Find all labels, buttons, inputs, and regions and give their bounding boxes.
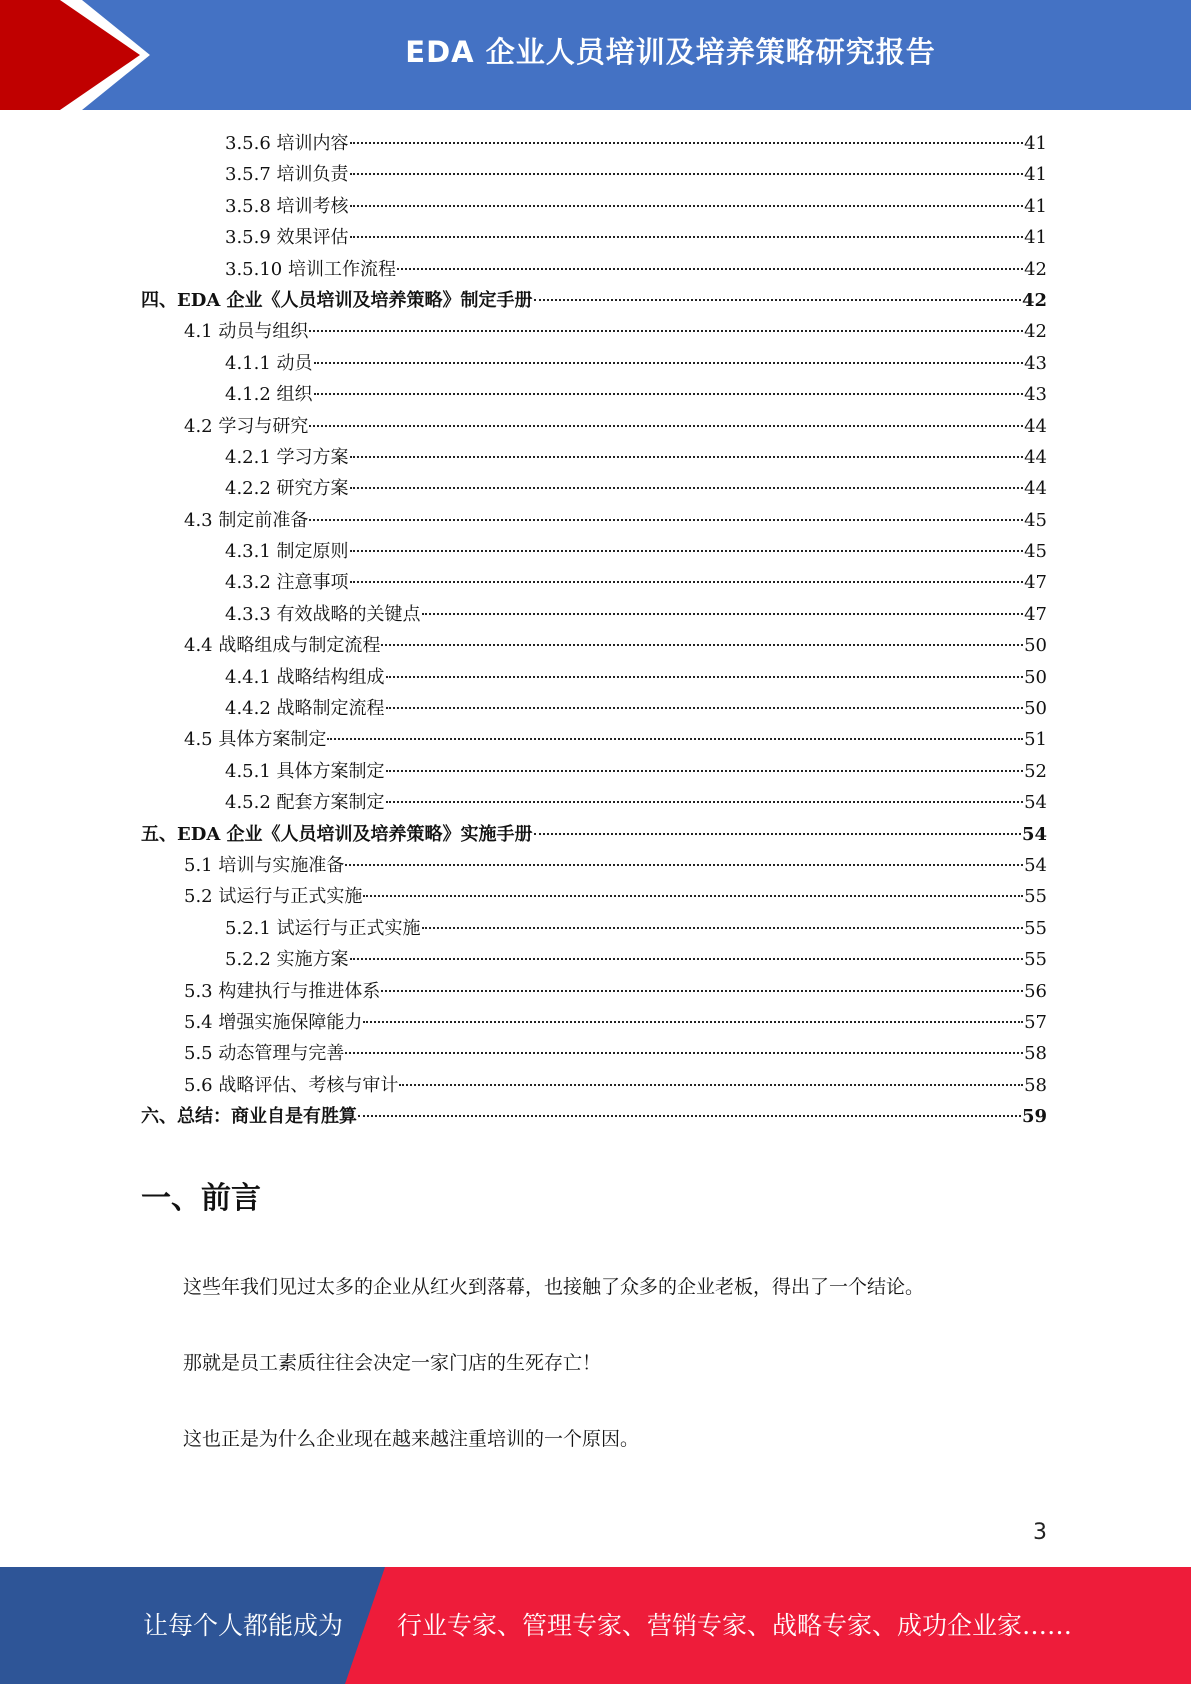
toc-entry-label: 4.3.3 有效战略的关键点 xyxy=(225,603,421,625)
toc-entry-label: 五、EDA 企业《人员培训及培养策略》实施手册 xyxy=(141,823,533,845)
toc-entry[interactable] xyxy=(141,567,1047,598)
toc-dot-leader xyxy=(345,863,1023,866)
toc-dot-leader xyxy=(386,675,1024,678)
toc-dot-leader xyxy=(363,1020,1023,1023)
toc-entry-page: 47 xyxy=(1024,603,1047,625)
toc-dot-leader xyxy=(363,894,1023,897)
toc-entry-page: 50 xyxy=(1024,666,1047,688)
toc-entry-page: 55 xyxy=(1024,886,1047,908)
toc-entry-label: 4.5 具体方案制定 xyxy=(184,729,327,751)
toc-entry[interactable] xyxy=(141,693,1047,724)
toc-entry-label: 4.3.1 制定原则 xyxy=(225,541,349,563)
toc-entry-label: 六、总结：商业自是有胜算 xyxy=(141,1106,357,1128)
toc-entry[interactable] xyxy=(141,599,1047,630)
toc-entry-label: 4.4.2 战略制定流程 xyxy=(225,698,385,720)
toc-entry-page: 50 xyxy=(1024,698,1047,720)
toc-entry-label: 4.1 动员与组织 xyxy=(184,321,309,343)
toc-dot-leader xyxy=(381,989,1023,992)
toc-entry-page: 41 xyxy=(1024,133,1047,154)
toc-dot-leader xyxy=(422,612,1024,615)
toc-entry-page: 55 xyxy=(1024,949,1047,971)
toc-entry[interactable] xyxy=(141,379,1047,410)
toc-dot-leader xyxy=(309,424,1023,427)
toc-entry-page: 54 xyxy=(1021,823,1047,845)
paragraph-2: 那就是员工素质往往会决定一家门店的生死存亡！ xyxy=(183,1352,602,1374)
toc-entry-page: 41 xyxy=(1024,227,1047,249)
toc-entry[interactable] xyxy=(141,254,1047,285)
toc-entry-page: 45 xyxy=(1024,541,1047,563)
toc-entry-label: 4.3 制定前准备 xyxy=(184,509,309,531)
toc-entry[interactable] xyxy=(141,1101,1047,1132)
toc-entry[interactable] xyxy=(141,1038,1047,1069)
toc-dot-leader xyxy=(534,832,1021,835)
toc-entry-label: 4.2 学习与研究 xyxy=(184,415,309,437)
toc-entry-label: 3.5.6 培训内容 xyxy=(225,133,349,154)
toc-dot-leader xyxy=(386,769,1024,772)
toc-entry-label: 4.3.2 注意事项 xyxy=(225,572,349,594)
toc-entry-label: 4.5.2 配套方案制定 xyxy=(225,792,385,814)
toc-entry-page: 41 xyxy=(1024,164,1047,186)
page-number: 3 xyxy=(1033,1520,1047,1545)
toc-entry[interactable] xyxy=(141,944,1047,975)
toc-entry[interactable] xyxy=(141,850,1047,881)
toc-entry[interactable] xyxy=(141,1007,1047,1038)
toc-dot-leader xyxy=(350,957,1024,960)
toc-entry[interactable] xyxy=(141,505,1047,536)
toc-dot-leader xyxy=(350,549,1024,552)
toc-dot-leader xyxy=(327,737,1023,740)
toc-dot-leader xyxy=(345,1051,1023,1054)
footer-slogan-right: 行业专家、管理专家、营销专家、战略专家、成功企业家…… xyxy=(397,1611,1073,1640)
toc-entry[interactable] xyxy=(141,913,1047,944)
section-title: 一、前言 xyxy=(141,1181,261,1216)
toc-dot-leader xyxy=(534,298,1021,301)
toc-entry[interactable] xyxy=(141,976,1047,1007)
toc-entry-page: 58 xyxy=(1024,1043,1047,1065)
table-of-contents xyxy=(141,128,1047,1133)
toc-entry-page: 50 xyxy=(1024,635,1047,657)
paragraph-1: 这些年我们见过太多的企业从红火到落幕，也接触了众多的企业老板，得出了一个结论。 xyxy=(183,1276,925,1298)
toc-entry[interactable] xyxy=(141,787,1047,818)
toc-dot-leader xyxy=(314,361,1024,364)
toc-entry-label: 4.4 战略组成与制定流程 xyxy=(184,635,381,657)
toc-dot-leader xyxy=(386,800,1024,803)
toc-entry-page: 44 xyxy=(1024,446,1047,468)
toc-entry-label: 5.3 构建执行与推进体系 xyxy=(184,980,381,1002)
toc-dot-leader xyxy=(422,926,1024,929)
toc-entry-label: 3.5.8 培训考核 xyxy=(225,195,349,217)
toc-entry-page: 57 xyxy=(1024,1011,1047,1033)
toc-entry-label: 4.2.2 研究方案 xyxy=(225,478,349,500)
toc-entry-page: 44 xyxy=(1024,415,1047,437)
toc-dot-leader xyxy=(350,580,1024,583)
toc-entry-page: 45 xyxy=(1024,509,1047,531)
toc-dot-leader xyxy=(309,518,1023,521)
toc-entry-page: 41 xyxy=(1024,195,1047,217)
toc-entry-page: 42 xyxy=(1024,321,1047,343)
toc-entry-label: 5.1 培训与实施准备 xyxy=(184,854,345,876)
toc-entry[interactable] xyxy=(141,662,1047,693)
toc-entry[interactable] xyxy=(141,191,1047,222)
toc-entry-page: 51 xyxy=(1024,729,1047,751)
toc-dot-leader xyxy=(350,235,1024,238)
toc-entry[interactable] xyxy=(141,536,1047,567)
toc-entry-label: 3.5.10 培训工作流程 xyxy=(225,258,396,280)
footer-slogan-left: 让每个人都能成为 xyxy=(143,1611,344,1640)
toc-entry-label: 4.5.1 具体方案制定 xyxy=(225,760,385,782)
toc-entry-page: 42 xyxy=(1024,258,1047,280)
toc-entry-label: 5.5 动态管理与完善 xyxy=(184,1043,345,1065)
toc-entry[interactable] xyxy=(141,819,1047,850)
toc-entry-label: 5.6 战略评估、考核与审计 xyxy=(184,1074,399,1096)
toc-entry[interactable] xyxy=(141,756,1047,787)
toc-dot-leader xyxy=(350,141,1024,144)
toc-entry-label: 3.5.7 培训负责 xyxy=(225,164,349,186)
toc-entry[interactable] xyxy=(141,724,1047,755)
paragraph-3: 这也正是为什么企业现在越来越注重培训的一个原因。 xyxy=(183,1428,640,1450)
toc-entry-page: 42 xyxy=(1021,289,1047,311)
toc-entry-page: 54 xyxy=(1024,854,1047,876)
toc-entry[interactable] xyxy=(141,348,1047,379)
toc-entry-label: 4.2.1 学习方案 xyxy=(225,446,349,468)
toc-dot-leader xyxy=(350,204,1024,207)
toc-dot-leader xyxy=(314,392,1024,395)
toc-entry-page: 44 xyxy=(1024,478,1047,500)
toc-dot-leader xyxy=(350,455,1024,458)
toc-entry-label: 5.2 试运行与正式实施 xyxy=(184,886,363,908)
page-footer xyxy=(0,1567,1191,1684)
toc-entry-label: 5.4 增强实施保障能力 xyxy=(184,1011,363,1033)
chevron-decoration-icon xyxy=(0,0,160,110)
toc-entry-page: 54 xyxy=(1024,792,1047,814)
toc-entry[interactable] xyxy=(141,630,1047,661)
toc-entry-page: 47 xyxy=(1024,572,1047,594)
toc-entry-label: 5.2.1 试运行与正式实施 xyxy=(225,917,421,939)
toc-dot-leader xyxy=(358,1114,1021,1117)
toc-entry-page: 43 xyxy=(1024,384,1047,406)
toc-entry[interactable] xyxy=(141,411,1047,442)
toc-dot-leader xyxy=(399,1083,1023,1086)
toc-dot-leader xyxy=(397,267,1023,270)
toc-entry-page: 59 xyxy=(1021,1106,1047,1128)
toc-entry-label: 4.4.1 战略结构组成 xyxy=(225,666,385,688)
toc-entry-label: 5.2.2 实施方案 xyxy=(225,949,349,971)
toc-entry-page: 43 xyxy=(1024,352,1047,374)
toc-entry[interactable] xyxy=(141,222,1047,253)
toc-entry-label: 3.5.9 效果评估 xyxy=(225,227,349,249)
toc-entry[interactable] xyxy=(141,159,1047,190)
toc-entry-page: 52 xyxy=(1024,760,1047,782)
toc-dot-leader xyxy=(381,643,1023,646)
toc-entry[interactable] xyxy=(141,128,1047,159)
toc-entry[interactable] xyxy=(141,316,1047,347)
toc-dot-leader xyxy=(350,172,1024,175)
toc-entry[interactable] xyxy=(141,473,1047,504)
toc-entry[interactable] xyxy=(141,442,1047,473)
toc-entry-page: 58 xyxy=(1024,1074,1047,1096)
toc-entry-label: 4.1.1 动员 xyxy=(225,352,313,374)
toc-entry-label: 四、EDA 企业《人员培训及培养策略》制定手册 xyxy=(141,289,533,311)
toc-entry-page: 56 xyxy=(1024,980,1047,1002)
toc-entry[interactable] xyxy=(141,1070,1047,1101)
document-title: EDA 企业人员培训及培养策略研究报告 xyxy=(405,34,936,69)
toc-dot-leader xyxy=(350,486,1024,489)
toc-dot-leader xyxy=(309,329,1023,332)
page-header xyxy=(0,0,1191,110)
toc-dot-leader xyxy=(386,706,1024,709)
toc-entry-label: 4.1.2 组织 xyxy=(225,384,313,406)
toc-entry-page: 55 xyxy=(1024,917,1047,939)
toc-entry[interactable] xyxy=(141,285,1047,316)
toc-entry[interactable] xyxy=(141,881,1047,912)
